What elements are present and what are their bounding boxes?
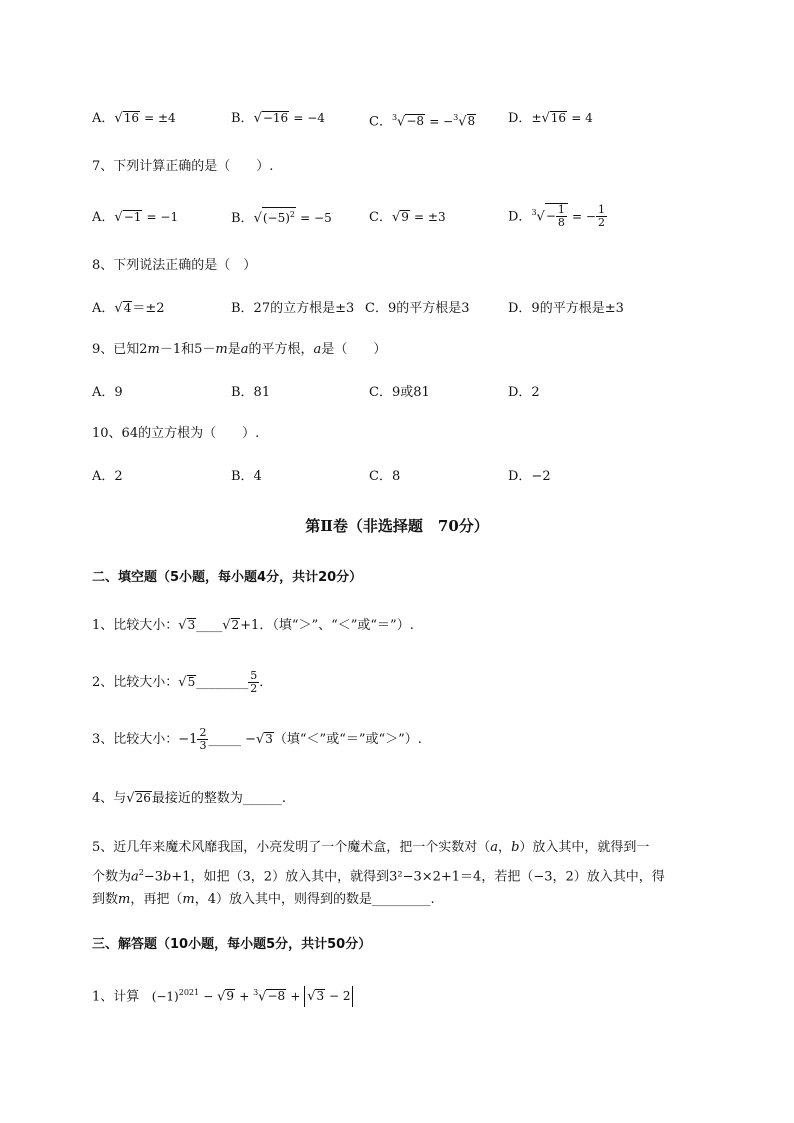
q10-option-a: A．2 xyxy=(92,469,123,484)
q7-option-b: B．$√(-5)^2 = -5$ xyxy=(231,207,332,229)
fill-q2: 2、比较大小：√5________ $\frac{5}{2}$ ． xyxy=(92,669,273,695)
q7-option-d: D．$^3$√− $\frac{1}{8}$ = − $\frac{1}{2}$ xyxy=(508,203,605,230)
part2-title: 第Ⅱ卷（非选择题 70分） xyxy=(305,517,489,535)
q9-option-a: A．9 xyxy=(92,385,123,400)
q10-stem: 10、64的立方根为（ ）. xyxy=(92,426,260,441)
q9-option-d: D．2 xyxy=(508,385,540,400)
q8-option-b: B．27的立方根是±3 xyxy=(231,301,355,316)
fill-q5-line3: 到数m，再把（m，4）放入其中，则得到的数是_________. xyxy=(92,892,435,907)
q10-option-b: B．4 xyxy=(231,469,262,484)
q9-stem: 9、已知2m－1和5－m是a的平方根，a是（ ） xyxy=(92,342,387,357)
q7-option-a: A．√−1 = −1 xyxy=(92,210,179,225)
section2-header: 二、填空题（5小题，每小题4分，共计20分） xyxy=(92,570,363,585)
q9-option-b: B．81 xyxy=(231,385,271,400)
q8-option-d: D．9的平方根是±3 xyxy=(508,301,624,316)
q8-option-a: A．√4＝±2 xyxy=(92,301,165,316)
q6-option-c: C．$^3$√−8 = −$^3$√8 xyxy=(369,113,476,130)
section3-header: 三、解答题（10小题，每小题5分，共计50分） xyxy=(92,937,372,952)
q7-option-c: C．√9 = ±3 xyxy=(369,210,446,225)
solve-q1: 1、计算 $(-1)^{2021} - √9 + ^3√-8 + √3 - 2$ xyxy=(92,983,353,1007)
fill-q4: 4、与√26最接近的整数为______. xyxy=(92,791,286,806)
q7-stem: 7、下列计算正确的是（ ）. xyxy=(92,159,274,174)
fill-q3: 3、比较大小：−1 $\frac{2}{3}$ _____ −√3（填“＜”或“＝”或“＞”）. xyxy=(92,726,422,752)
q8-option-c: C．9的平方根是3 xyxy=(365,301,470,316)
q8-stem: 8、下列说法正确的是（ ） xyxy=(92,258,257,273)
q6-option-a: A．√16 = ±4 xyxy=(92,111,176,126)
q10-option-c: C．8 xyxy=(369,469,401,484)
q6-option-b: B．√−16 = −4 xyxy=(231,111,325,126)
q10-option-d: D．−2 xyxy=(508,469,551,484)
q6-option-d: D．±√16 = 4 xyxy=(508,111,593,126)
fill-q1: 1、比较大小：√3____√2+1．（填“＞”、“＜”或“＝”）. xyxy=(92,618,414,633)
q9-option-c: C．9或81 xyxy=(369,385,430,400)
fill-q5-line2: 个数为$a^2-3b+1$，如把（3，2）放入其中，就得到3²−3×2+1＝4，若把（−3，2）放入其中，得 xyxy=(92,868,665,885)
fill-q5-line1: 5、近几年来魔术风靡我国，小亮发明了一个魔术盒，把一个实数对（a，b）放入其中，就得到一 xyxy=(92,840,650,855)
